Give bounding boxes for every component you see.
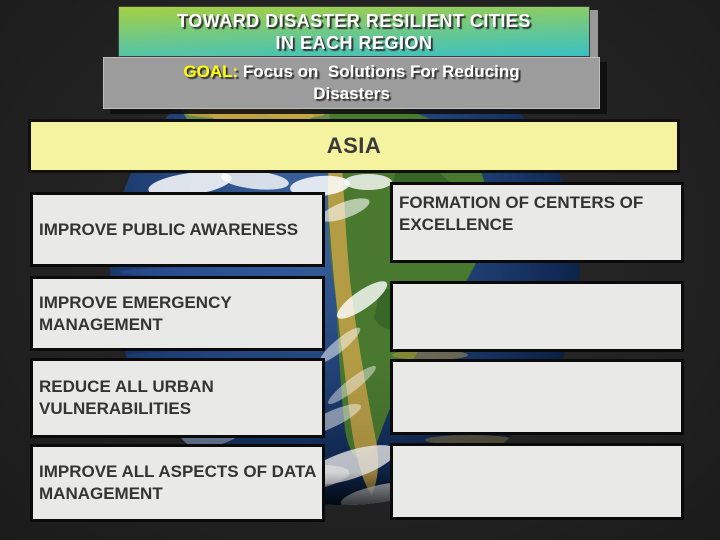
title-line-1: TOWARD DISASTER RESILIENT CITIES — [177, 10, 531, 31]
left-topic-label-3: REDUCE ALL URBAN VULNERABILITIES — [39, 377, 214, 418]
left-topic-box-1 — [30, 192, 325, 267]
goal-text: Focus on Solutions For Reducing — [238, 62, 520, 81]
left-topic-box-3 — [30, 358, 325, 438]
goal-prefix-label: GOAL: — [183, 62, 239, 81]
right-topic-box-4 — [390, 443, 684, 520]
right-topic-box-2 — [390, 281, 684, 352]
left-topic-box-2 — [30, 276, 325, 351]
left-topic-label-4: IMPROVE ALL ASPECTS OF DATA MANAGEMENT — [39, 462, 316, 503]
region-header-asia: ASIA — [28, 119, 680, 173]
left-topic-box-4 — [30, 444, 325, 522]
left-topic-label-1: IMPROVE PUBLIC AWARENESS — [39, 219, 299, 239]
goal-line-1 — [104, 61, 599, 83]
right-topic-box-1 — [390, 182, 684, 263]
left-topic-label-2: IMPROVE EMERGENCY MANAGEMENT — [39, 292, 232, 334]
right-topic-box-3 — [390, 359, 684, 435]
title-line-2: IN EACH REGION — [275, 32, 433, 53]
right-topic-label-1: FORMATION OF CENTERS OF EXCELLENCE — [399, 193, 644, 234]
goal-line-2: Disasters — [313, 84, 390, 103]
goal-banner — [103, 57, 600, 109]
title-banner — [118, 6, 590, 57]
